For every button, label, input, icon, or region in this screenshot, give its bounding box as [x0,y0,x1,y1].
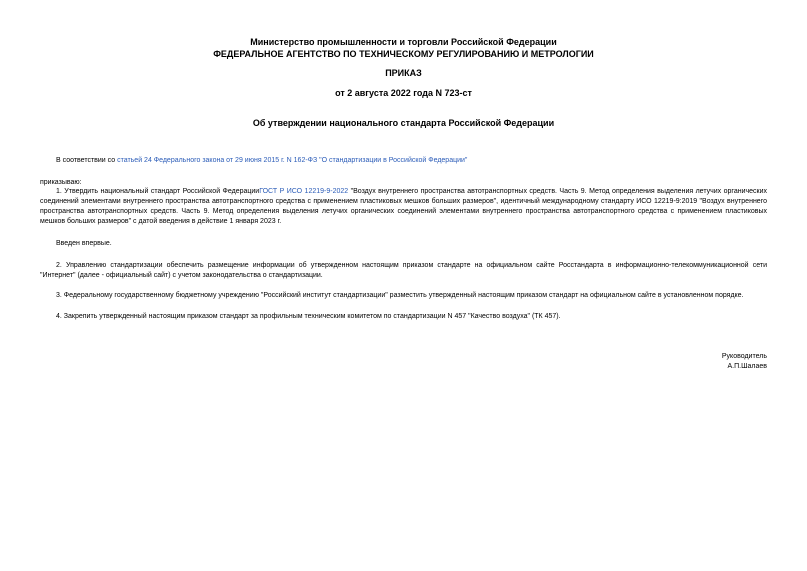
order-subject: Об утверждении национального стандарта Российской Федерации [252,118,555,128]
item-1-prefix: 1. Утвердить национальный стандарт Российской Федерации [56,188,260,195]
item-1-paragraph [40,187,767,227]
basis-prefix: В соответствии со [56,157,118,164]
order-title: ПРИКАЗ [385,68,422,78]
order-date-number: от 2 августа 2022 года N 723-ст [335,88,472,98]
order-word: приказываю: [40,179,82,186]
gost-standard-link[interactable]: ГОСТ Р ИСО 12219-9-2022 [259,188,349,195]
item-4-paragraph: 4. Закрепить утвержденный настоящим приказом стандарт за профильным техническим комитетом по стандартизации N 457 "Качество воздуха" (ТК 457). [56,313,561,320]
item-2-paragraph: 2. Управлению стандартизации обеспечить размещение информации об утвержденном настоящим приказом стандарте на официальном сайте Росстандарта в информационно-телекоммуникационной сети "Интернет" (далее - официальный сайт) с учетом законодательства о стандартизации. [40,262,767,279]
federal-law-link[interactable]: статьей 24 Федерального закона от 29 июня 2015 г. N 162-ФЗ "О стандартизации в Российской Федерации" [117,157,468,164]
signatory-name: А.П.Шалаев [727,363,767,370]
item-3-paragraph: 3. Федеральному государственному бюджетному учреждению "Российский институт стандартизации" разместить утвержденный настоящим приказом стандарт на официальном сайте в установленном порядке. [56,292,744,299]
basis-paragraph [40,156,767,166]
ministry-name: Министерство промышленности и торговли Российской Федерации [250,37,557,47]
item-1-suffix: "Воздух внутреннего пространства автотранспортных средств. Часть 9. Метод определения выделения летучих органических соединений элементами внутреннего пространства автотранспортного средства с применением пластиковых мешков больших размеров", идентичный международному стандарту ИСО 12219-9:2019 "Воздух внутреннего пространства автотранспортных средств. Часть 9. Метод определения выделения летучих органических соединений элементами внутреннего пространства автотранспортного средства с применением пластиковых мешков больших размеров" с датой введения в действие 1 января 2023 г. [40,188,767,225]
signature-block [722,352,767,372]
first-introduced-note: Введен впервые. [56,240,112,247]
document-header [0,36,807,60]
agency-name: ФЕДЕРАЛЬНОЕ АГЕНТСТВО ПО ТЕХНИЧЕСКОМУ РЕГУЛИРОВАНИЮ И МЕТРОЛОГИИ [213,49,594,59]
signatory-position: Руководитель [721,353,767,360]
